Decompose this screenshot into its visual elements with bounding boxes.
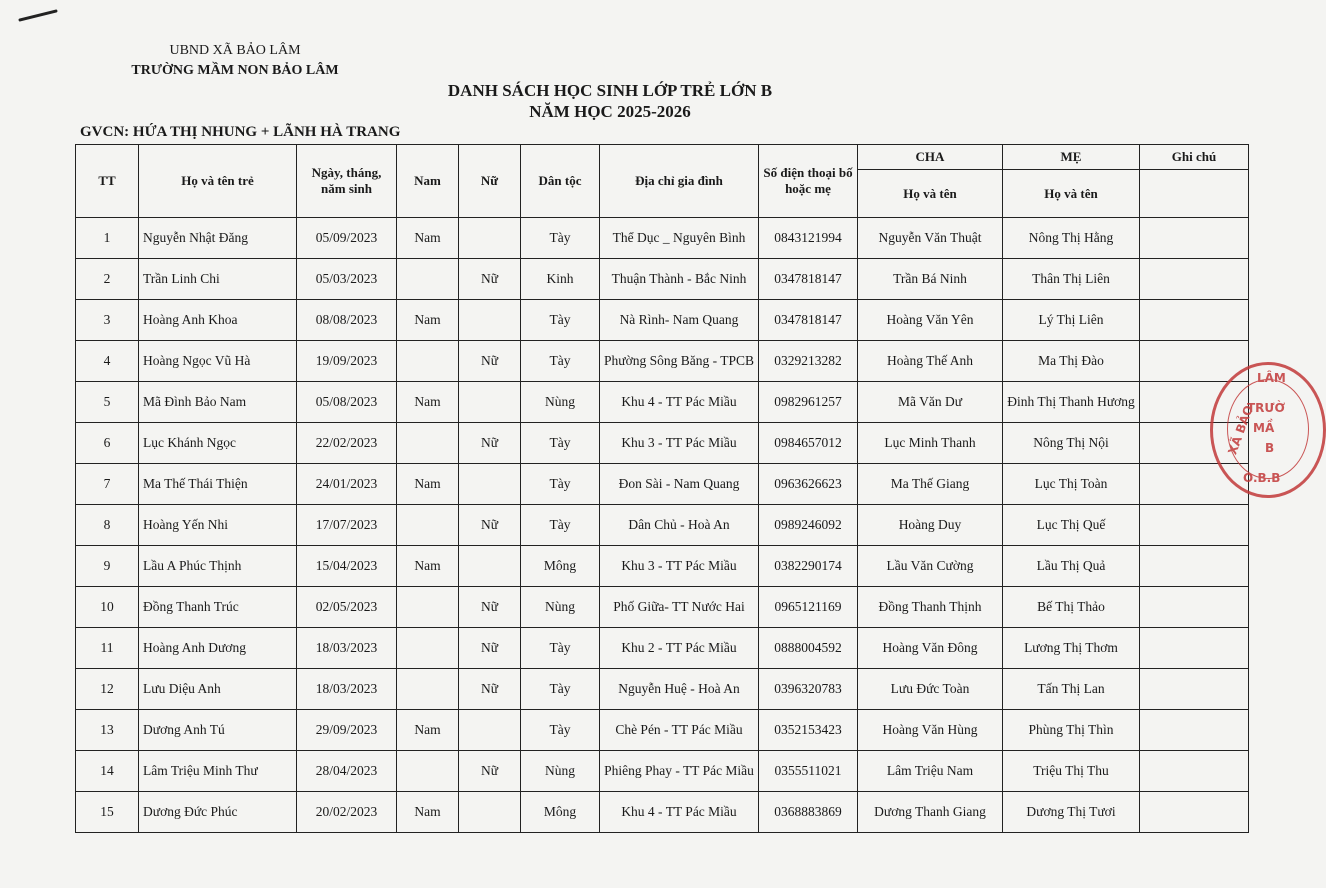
table-row — [76, 505, 1249, 546]
cell-ethnicity: Mông — [521, 792, 600, 833]
cell-male — [397, 669, 459, 710]
cell-phone: 0329213282 — [759, 341, 858, 382]
cell-mother-name: Lý Thị Liên — [1003, 300, 1140, 341]
cell-dob: 28/04/2023 — [297, 751, 397, 792]
cell-father-name: Lưu Đức Toàn — [858, 669, 1003, 710]
cell-address: Khu 2 - TT Pác Miầu — [600, 628, 759, 669]
cell-ethnicity: Tày — [521, 423, 600, 464]
cell-student-name: Trần Linh Chi — [139, 259, 297, 300]
cell-student-name: Lưu Diệu Anh — [139, 669, 297, 710]
cell-dob: 22/02/2023 — [297, 423, 397, 464]
cell-father-name: Đồng Thanh Thịnh — [858, 587, 1003, 628]
cell-student-name: Đồng Thanh Trúc — [139, 587, 297, 628]
cell-mother-name: Phùng Thị Thìn — [1003, 710, 1140, 751]
cell-note — [1140, 546, 1249, 587]
cell-phone: 0963626623 — [759, 464, 858, 505]
cell-male: Nam — [397, 710, 459, 751]
cell-dob: 05/08/2023 — [297, 382, 397, 423]
roster-body — [76, 218, 1249, 833]
cell-phone: 0382290174 — [759, 546, 858, 587]
cell-address: Phường Sông Băng - TPCB — [600, 341, 759, 382]
table-row — [76, 546, 1249, 587]
cell-address: Khu 3 - TT Pác Miầu — [600, 423, 759, 464]
header-dob: Ngày, tháng, năm sinh — [297, 145, 397, 218]
cell-tt: 8 — [76, 505, 139, 546]
cell-phone: 0368883869 — [759, 792, 858, 833]
cell-address: Khu 3 - TT Pác Miầu — [600, 546, 759, 587]
cell-mother-name: Thân Thị Liên — [1003, 259, 1140, 300]
cell-male — [397, 628, 459, 669]
cell-dob: 08/08/2023 — [297, 300, 397, 341]
cell-dob: 18/03/2023 — [297, 669, 397, 710]
seal-text-d: B — [1265, 441, 1275, 455]
cell-phone: 0347818147 — [759, 300, 858, 341]
cell-male — [397, 587, 459, 628]
header-phone: Số điện thoại bố hoặc mẹ — [759, 145, 858, 218]
cell-ethnicity: Nùng — [521, 587, 600, 628]
seal-text-b: TRƯỜ — [1247, 401, 1285, 415]
table-row — [76, 423, 1249, 464]
cell-tt: 3 — [76, 300, 139, 341]
cell-student-name: Hoàng Anh Dương — [139, 628, 297, 669]
cell-dob: 19/09/2023 — [297, 341, 397, 382]
cell-address: Đon Sài - Nam Quang — [600, 464, 759, 505]
header-mother-group: MẸ — [1003, 145, 1140, 170]
header-address: Địa chỉ gia đình — [600, 145, 759, 218]
cell-father-name: Lâm Triệu Nam — [858, 751, 1003, 792]
cell-phone: 0888004592 — [759, 628, 858, 669]
cell-ethnicity: Tày — [521, 505, 600, 546]
header-ethnicity: Dân tộc — [521, 145, 600, 218]
cell-student-name: Hoàng Yến Nhi — [139, 505, 297, 546]
cell-mother-name: Lục Thị Quế — [1003, 505, 1140, 546]
cell-female: Nữ — [459, 423, 521, 464]
cell-phone: 0355511021 — [759, 751, 858, 792]
cell-phone: 0347818147 — [759, 259, 858, 300]
cell-female: Nữ — [459, 669, 521, 710]
cell-male: Nam — [397, 546, 459, 587]
cell-father-name: Hoàng Văn Hùng — [858, 710, 1003, 751]
cell-dob: 05/09/2023 — [297, 218, 397, 259]
table-row — [76, 300, 1249, 341]
cell-phone: 0984657012 — [759, 423, 858, 464]
cell-student-name: Hoàng Anh Khoa — [139, 300, 297, 341]
table-row — [76, 341, 1249, 382]
cell-female — [459, 546, 521, 587]
cell-address: Phố Giữa- TT Nước Hai — [600, 587, 759, 628]
cell-mother-name: Triệu Thị Thu — [1003, 751, 1140, 792]
cell-father-name: Lục Minh Thanh — [858, 423, 1003, 464]
cell-student-name: Hoàng Ngọc Vũ Hà — [139, 341, 297, 382]
cell-student-name: Nguyễn Nhật Đăng — [139, 218, 297, 259]
cell-dob: 29/09/2023 — [297, 710, 397, 751]
table-row — [76, 382, 1249, 423]
cell-address: Phiêng Phay - TT Pác Miầu — [600, 751, 759, 792]
cell-note — [1140, 218, 1249, 259]
table-row — [76, 464, 1249, 505]
table-row — [76, 710, 1249, 751]
cell-note — [1140, 792, 1249, 833]
cell-tt: 13 — [76, 710, 139, 751]
cell-dob: 17/07/2023 — [297, 505, 397, 546]
cell-female: Nữ — [459, 628, 521, 669]
cell-phone: 0843121994 — [759, 218, 858, 259]
document-title — [360, 80, 860, 122]
cell-student-name: Lâm Triệu Minh Thư — [139, 751, 297, 792]
cell-father-name: Ma Thế Giang — [858, 464, 1003, 505]
org-line: UBND XÃ BẢO LÂM — [169, 43, 301, 58]
cell-phone: 0989246092 — [759, 505, 858, 546]
cell-mother-name: Tấn Thị Lan — [1003, 669, 1140, 710]
table-row — [76, 792, 1249, 833]
cell-dob: 20/02/2023 — [297, 792, 397, 833]
cell-dob: 05/03/2023 — [297, 259, 397, 300]
cell-note — [1140, 628, 1249, 669]
cell-male — [397, 423, 459, 464]
cell-note — [1140, 710, 1249, 751]
cell-mother-name: Bế Thị Thảo — [1003, 587, 1140, 628]
cell-dob: 02/05/2023 — [297, 587, 397, 628]
table-row — [76, 218, 1249, 259]
cell-father-name: Hoàng Văn Đông — [858, 628, 1003, 669]
header-note-blank — [1140, 170, 1249, 218]
cell-phone: 0352153423 — [759, 710, 858, 751]
cell-male: Nam — [397, 218, 459, 259]
cell-mother-name: Nông Thị Hằng — [1003, 218, 1140, 259]
cell-ethnicity: Tày — [521, 710, 600, 751]
cell-ethnicity: Mông — [521, 546, 600, 587]
seal-text-e: XÃ BẢO — [1225, 403, 1257, 457]
cell-student-name: Lục Khánh Ngọc — [139, 423, 297, 464]
cell-tt: 14 — [76, 751, 139, 792]
cell-dob: 18/03/2023 — [297, 628, 397, 669]
cell-ethnicity: Nùng — [521, 382, 600, 423]
table-row — [76, 669, 1249, 710]
cell-tt: 1 — [76, 218, 139, 259]
cell-male — [397, 259, 459, 300]
cell-ethnicity: Tày — [521, 218, 600, 259]
cell-dob: 24/01/2023 — [297, 464, 397, 505]
cell-student-name: Dương Đức Phúc — [139, 792, 297, 833]
cell-male: Nam — [397, 464, 459, 505]
cell-address: Nà Rình- Nam Quang — [600, 300, 759, 341]
cell-father-name: Mã Văn Dư — [858, 382, 1003, 423]
cell-mother-name: Đinh Thị Thanh Hương — [1003, 382, 1140, 423]
table-row — [76, 587, 1249, 628]
cell-mother-name: Lầu Thị Quả — [1003, 546, 1140, 587]
cell-female — [459, 792, 521, 833]
cell-note — [1140, 505, 1249, 546]
cell-ethnicity: Nùng — [521, 751, 600, 792]
cell-tt: 5 — [76, 382, 139, 423]
cell-mother-name: Ma Thị Đào — [1003, 341, 1140, 382]
header-female: Nữ — [459, 145, 521, 218]
header-father-name: Họ và tên — [858, 170, 1003, 218]
cell-father-name: Hoàng Duy — [858, 505, 1003, 546]
cell-male — [397, 505, 459, 546]
cell-note — [1140, 300, 1249, 341]
cell-father-name: Hoàng Văn Yên — [858, 300, 1003, 341]
cell-female: Nữ — [459, 341, 521, 382]
cell-address: Thuận Thành - Bắc Ninh — [600, 259, 759, 300]
pen-mark — [18, 9, 58, 22]
cell-female: Nữ — [459, 587, 521, 628]
cell-address: Thể Dục _ Nguyên Bình — [600, 218, 759, 259]
cell-tt: 4 — [76, 341, 139, 382]
cell-tt: 15 — [76, 792, 139, 833]
cell-ethnicity: Tày — [521, 341, 600, 382]
cell-tt: 12 — [76, 669, 139, 710]
table-row — [76, 259, 1249, 300]
cell-address: Nguyễn Huệ - Hoà An — [600, 669, 759, 710]
header-name: Họ và tên trẻ — [139, 145, 297, 218]
title-line-2: NĂM HỌC 2025-2026 — [529, 102, 691, 121]
cell-male: Nam — [397, 300, 459, 341]
homeroom-teachers: GVCN: HỨA THỊ NHUNG + LÃNH HÀ TRANG — [80, 124, 401, 140]
cell-note — [1140, 259, 1249, 300]
cell-address: Khu 4 - TT Pác Miầu — [600, 382, 759, 423]
cell-address: Chè Pén - TT Pác Miầu — [600, 710, 759, 751]
seal-text-a: LÂM — [1257, 371, 1286, 385]
cell-note — [1140, 751, 1249, 792]
cell-address: Khu 4 - TT Pác Miầu — [600, 792, 759, 833]
cell-father-name: Nguyễn Văn Thuật — [858, 218, 1003, 259]
cell-female — [459, 464, 521, 505]
cell-female — [459, 382, 521, 423]
table-row — [76, 628, 1249, 669]
cell-female — [459, 218, 521, 259]
cell-father-name: Hoàng Thế Anh — [858, 341, 1003, 382]
cell-female — [459, 300, 521, 341]
cell-tt: 7 — [76, 464, 139, 505]
cell-female: Nữ — [459, 751, 521, 792]
cell-dob: 15/04/2023 — [297, 546, 397, 587]
cell-tt: 6 — [76, 423, 139, 464]
cell-note — [1140, 587, 1249, 628]
seal-text-f: O.B.B — [1243, 471, 1281, 485]
cell-student-name: Lầu A Phúc Thịnh — [139, 546, 297, 587]
cell-male: Nam — [397, 382, 459, 423]
cell-ethnicity: Tày — [521, 464, 600, 505]
cell-address: Dân Chủ - Hoà An — [600, 505, 759, 546]
cell-mother-name: Lục Thị Toàn — [1003, 464, 1140, 505]
header-tt: TT — [76, 145, 139, 218]
cell-ethnicity: Tày — [521, 300, 600, 341]
title-line-1: DANH SÁCH HỌC SINH LỚP TRẺ LỚN B — [447, 81, 773, 100]
cell-phone: 0965121169 — [759, 587, 858, 628]
student-roster-table — [75, 144, 1249, 833]
cell-male: Nam — [397, 792, 459, 833]
header-mother-name: Họ và tên — [1003, 170, 1140, 218]
header-male: Nam — [397, 145, 459, 218]
cell-tt: 9 — [76, 546, 139, 587]
cell-tt: 2 — [76, 259, 139, 300]
cell-father-name: Dương Thanh Giang — [858, 792, 1003, 833]
school-seal — [1210, 362, 1326, 498]
cell-father-name: Trần Bá Ninh — [858, 259, 1003, 300]
cell-tt: 10 — [76, 587, 139, 628]
cell-ethnicity: Kinh — [521, 259, 600, 300]
organization-header — [120, 41, 350, 81]
cell-tt: 11 — [76, 628, 139, 669]
cell-father-name: Lầu Văn Cường — [858, 546, 1003, 587]
cell-mother-name: Nông Thị Nội — [1003, 423, 1140, 464]
cell-ethnicity: Tày — [521, 669, 600, 710]
cell-female — [459, 710, 521, 751]
table-row — [76, 751, 1249, 792]
cell-male — [397, 341, 459, 382]
cell-male — [397, 751, 459, 792]
cell-ethnicity: Tày — [521, 628, 600, 669]
cell-student-name: Ma Thế Thái Thiện — [139, 464, 297, 505]
cell-female: Nữ — [459, 505, 521, 546]
cell-student-name: Dương Anh Tú — [139, 710, 297, 751]
cell-phone: 0396320783 — [759, 669, 858, 710]
cell-mother-name: Lương Thị Thơm — [1003, 628, 1140, 669]
header-note: Ghi chú — [1140, 145, 1249, 170]
cell-note — [1140, 669, 1249, 710]
cell-phone: 0982961257 — [759, 382, 858, 423]
seal-text-c: MẦ — [1253, 421, 1275, 435]
header-father-group: CHA — [858, 145, 1003, 170]
cell-mother-name: Dương Thị Tươi — [1003, 792, 1140, 833]
cell-female: Nữ — [459, 259, 521, 300]
school-line: TRƯỜNG MẦM NON BẢO LÂM — [131, 63, 339, 78]
cell-student-name: Mã Đình Bảo Nam — [139, 382, 297, 423]
